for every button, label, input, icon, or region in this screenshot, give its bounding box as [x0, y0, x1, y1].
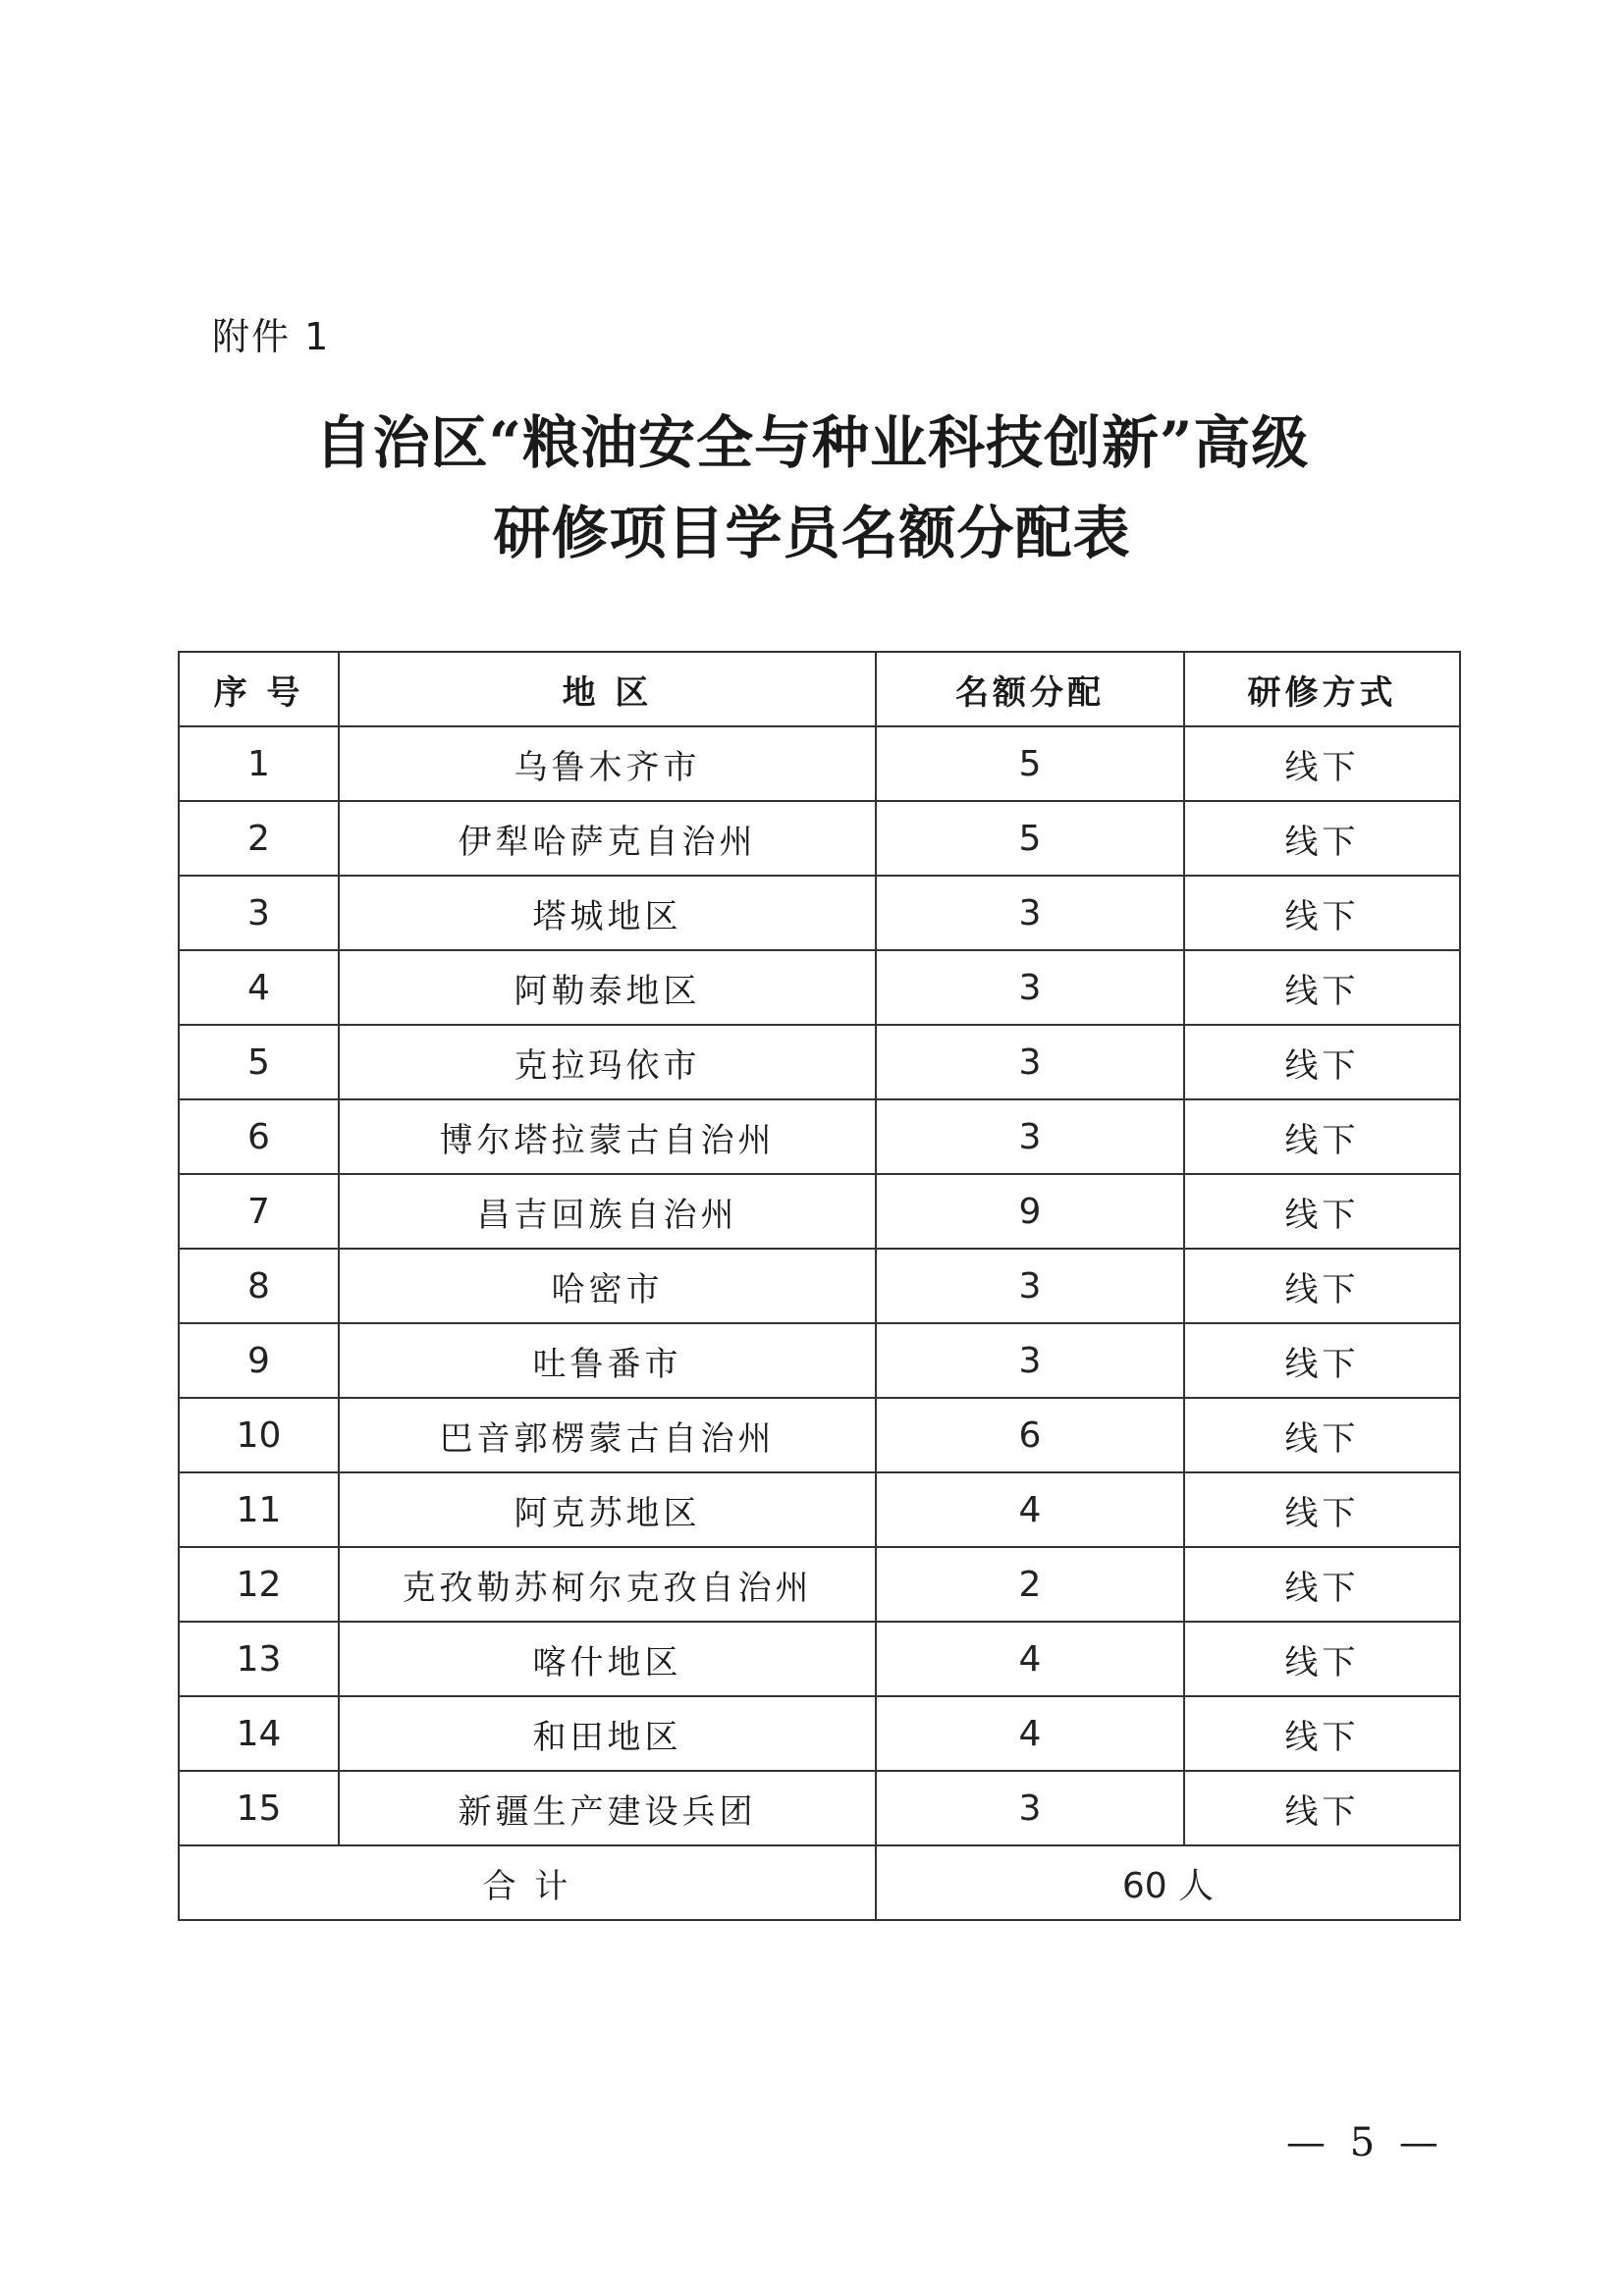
table-row: [179, 1622, 1460, 1696]
cell-region: 新疆生产建设兵团: [339, 1771, 876, 1845]
cell-region: 哈密市: [339, 1249, 876, 1323]
header-region: 地 区: [339, 652, 876, 726]
cell-quota: 4: [876, 1472, 1184, 1547]
cell-seq: 10: [179, 1398, 339, 1472]
cell-seq: 6: [179, 1099, 339, 1174]
cell-quota: 3: [876, 1249, 1184, 1323]
header-quota: 名额分配: [876, 652, 1184, 726]
cell-quota: 3: [876, 1771, 1184, 1845]
cell-region: 昌吉回族自治州: [339, 1174, 876, 1249]
table-row: [179, 726, 1460, 801]
cell-quota: 3: [876, 1323, 1184, 1398]
cell-region: 伊犁哈萨克自治州: [339, 801, 876, 876]
cell-seq: 8: [179, 1249, 339, 1323]
cell-region: 吐鲁番市: [339, 1323, 876, 1398]
cell-quota: 3: [876, 950, 1184, 1025]
cell-seq: 9: [179, 1323, 339, 1398]
cell-seq: 1: [179, 726, 339, 801]
cell-quota: 5: [876, 801, 1184, 876]
table-row: [179, 801, 1460, 876]
cell-seq: 5: [179, 1025, 339, 1099]
document-title: [0, 398, 1624, 578]
cell-quota: 4: [876, 1622, 1184, 1696]
cell-quota: 3: [876, 1025, 1184, 1099]
cell-quota: 5: [876, 726, 1184, 801]
cell-region: 克孜勒苏柯尔克孜自治州: [339, 1547, 876, 1622]
table-row: [179, 1099, 1460, 1174]
cell-region: 博尔塔拉蒙古自治州: [339, 1099, 876, 1174]
table-row: [179, 1025, 1460, 1099]
table-row: [179, 1547, 1460, 1622]
cell-region: 巴音郭楞蒙古自治州: [339, 1398, 876, 1472]
table-body: [179, 726, 1460, 1920]
total-value: 60 人: [876, 1845, 1460, 1920]
cell-quota: 9: [876, 1174, 1184, 1249]
header-mode: 研修方式: [1184, 652, 1460, 726]
cell-region: 喀什地区: [339, 1622, 876, 1696]
cell-region: 阿勒泰地区: [339, 950, 876, 1025]
table-header-row: [179, 652, 1460, 726]
attachment-label: 附件 1: [212, 315, 331, 358]
table-row: [179, 1398, 1460, 1472]
cell-quota: 6: [876, 1398, 1184, 1472]
cell-mode: 线下: [1184, 950, 1460, 1025]
table-total-row: [179, 1845, 1460, 1920]
cell-quota: 3: [876, 1099, 1184, 1174]
cell-mode: 线下: [1184, 1025, 1460, 1099]
table-row: [179, 1249, 1460, 1323]
cell-mode: 线下: [1184, 1547, 1460, 1622]
table-row: [179, 876, 1460, 950]
cell-seq: 15: [179, 1771, 339, 1845]
table-row: [179, 950, 1460, 1025]
cell-region: 乌鲁木齐市: [339, 726, 876, 801]
cell-quota: 2: [876, 1547, 1184, 1622]
cell-region: 塔城地区: [339, 876, 876, 950]
cell-mode: 线下: [1184, 726, 1460, 801]
cell-seq: 2: [179, 801, 339, 876]
cell-mode: 线下: [1184, 1398, 1460, 1472]
title-line-1: 自治区“粮油安全与种业科技创新”高级: [314, 409, 1310, 476]
table-row: [179, 1174, 1460, 1249]
cell-region: 和田地区: [339, 1696, 876, 1771]
table-row: [179, 1472, 1460, 1547]
cell-mode: 线下: [1184, 1249, 1460, 1323]
cell-quota: 3: [876, 876, 1184, 950]
cell-seq: 4: [179, 950, 339, 1025]
cell-quota: 4: [876, 1696, 1184, 1771]
cell-mode: 线下: [1184, 1174, 1460, 1249]
cell-seq: 3: [179, 876, 339, 950]
cell-mode: 线下: [1184, 1472, 1460, 1547]
cell-seq: 13: [179, 1622, 339, 1696]
table-row: [179, 1323, 1460, 1398]
title-line-2: 研修项目学员名额分配表: [493, 500, 1131, 566]
cell-seq: 7: [179, 1174, 339, 1249]
page-number: — 5 —: [1286, 2120, 1444, 2165]
cell-mode: 线下: [1184, 1622, 1460, 1696]
header-seq: 序 号: [179, 652, 339, 726]
cell-seq: 14: [179, 1696, 339, 1771]
cell-mode: 线下: [1184, 1099, 1460, 1174]
cell-mode: 线下: [1184, 801, 1460, 876]
cell-mode: 线下: [1184, 876, 1460, 950]
quota-allocation-table: [178, 651, 1461, 1921]
cell-seq: 11: [179, 1472, 339, 1547]
cell-region: 阿克苏地区: [339, 1472, 876, 1547]
table-row: [179, 1771, 1460, 1845]
cell-mode: 线下: [1184, 1323, 1460, 1398]
cell-mode: 线下: [1184, 1771, 1460, 1845]
cell-mode: 线下: [1184, 1696, 1460, 1771]
total-label: 合 计: [179, 1845, 876, 1920]
cell-region: 克拉玛依市: [339, 1025, 876, 1099]
table-row: [179, 1696, 1460, 1771]
cell-seq: 12: [179, 1547, 339, 1622]
